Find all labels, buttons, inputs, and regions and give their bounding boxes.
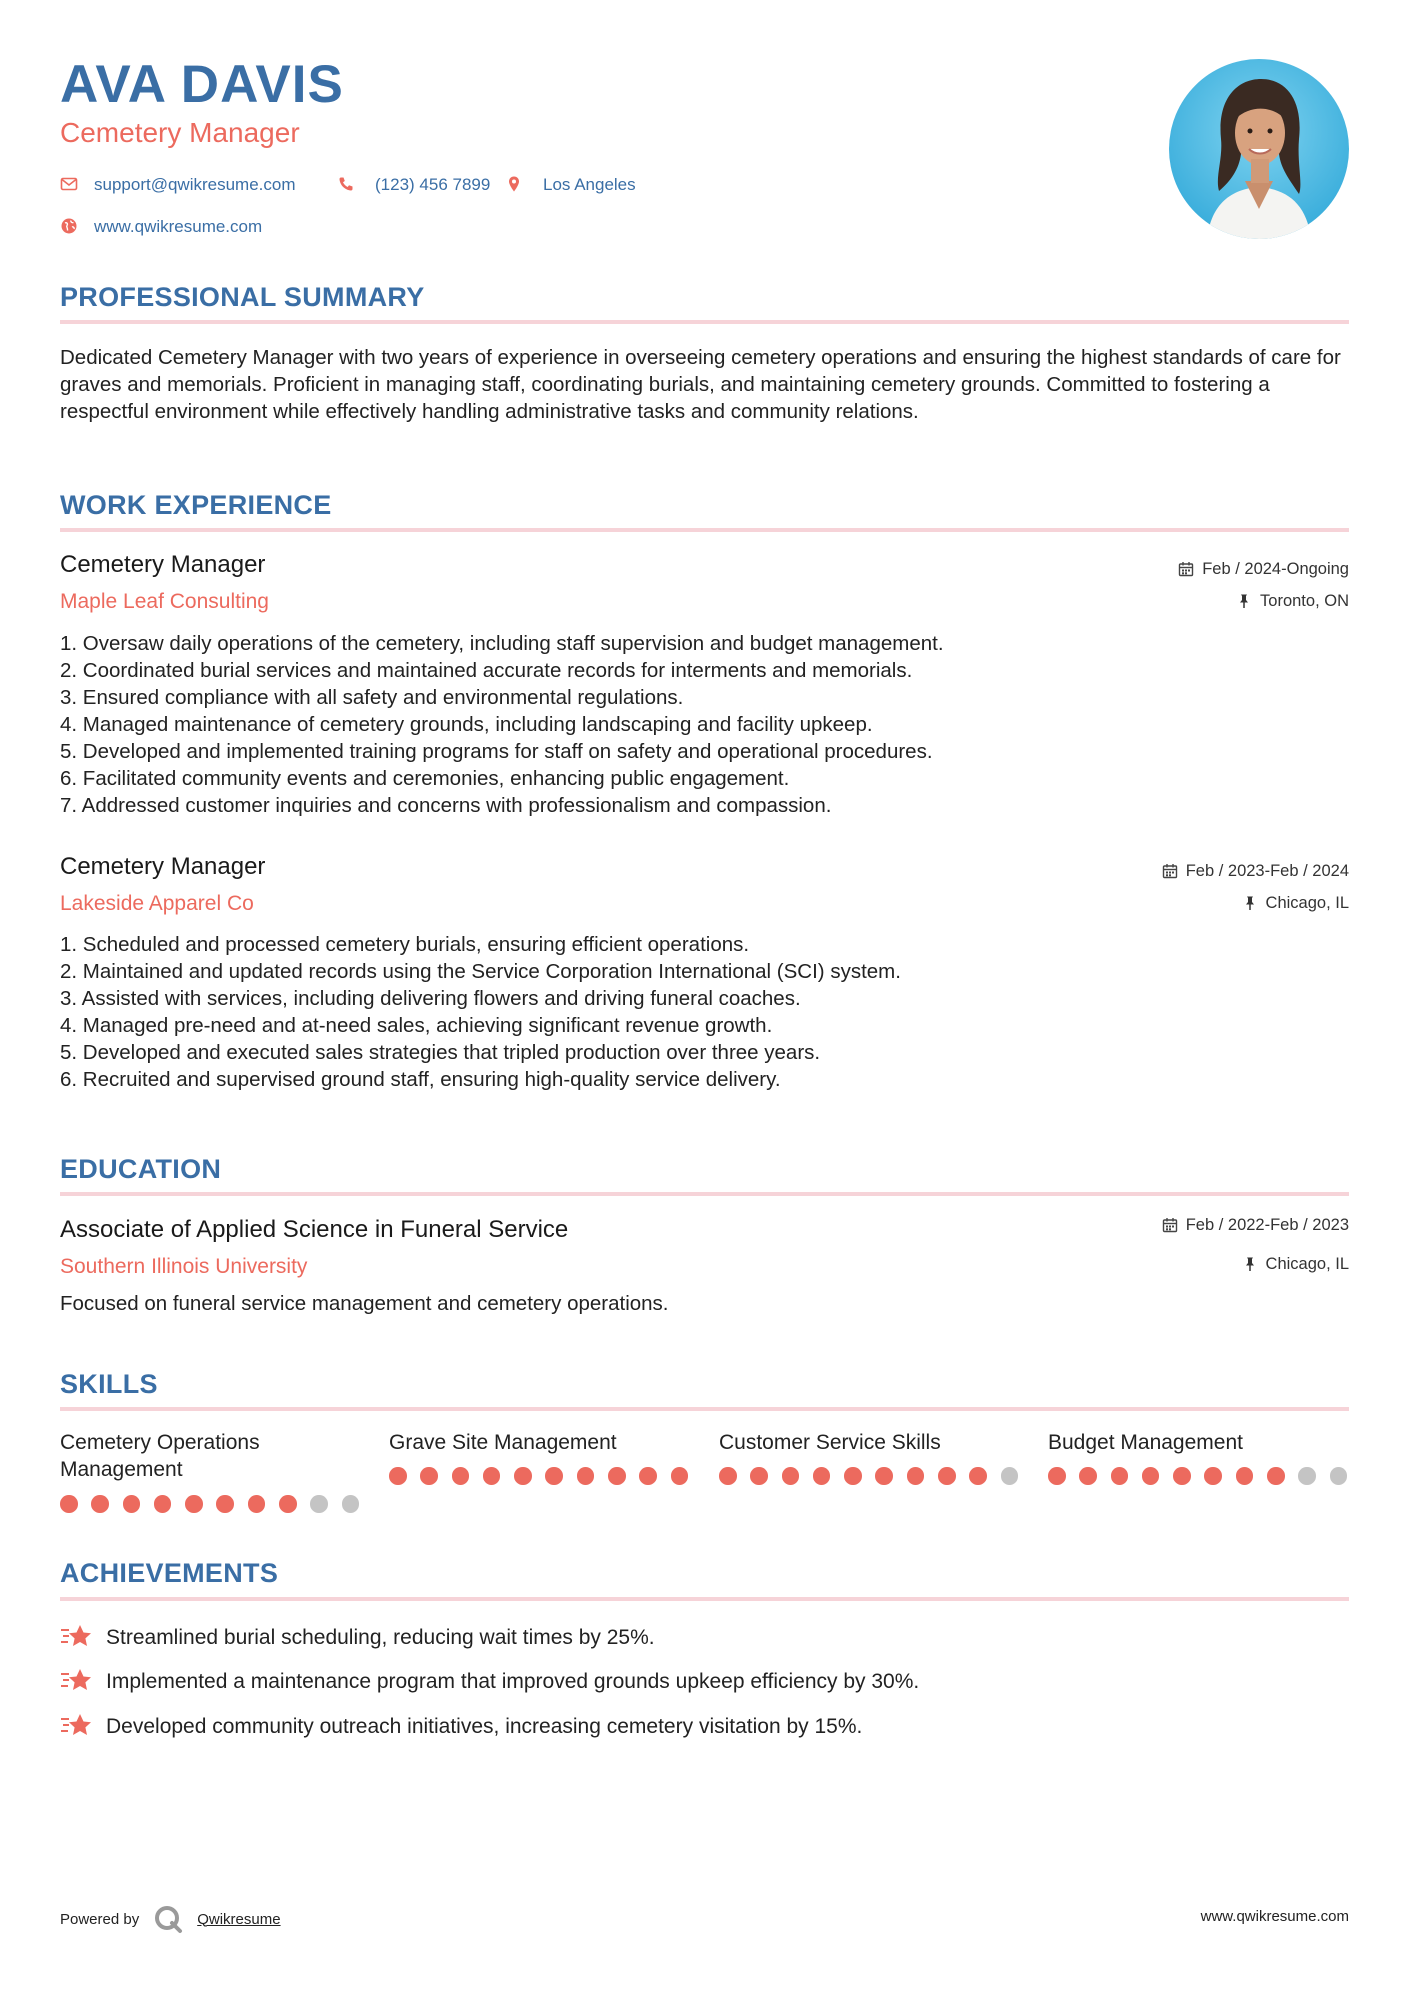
section-divider	[60, 528, 1349, 532]
rating-dot-filled	[813, 1467, 831, 1485]
list-item: 1. Oversaw daily operations of the cemetery, including staff supervision and budget management.	[60, 632, 944, 655]
rating-dot-filled	[1267, 1467, 1285, 1485]
achievement-item	[60, 1666, 919, 1696]
rating-dot-filled	[608, 1467, 626, 1485]
education-heading: EDUCATION	[60, 1154, 222, 1184]
list-item: 5. Developed and implemented training programs for staff on safety and operational procedures.	[60, 740, 933, 763]
rating-dot-filled	[452, 1467, 470, 1485]
education-location-text: Chicago, IL	[1265, 1255, 1349, 1273]
school-name: Southern Illinois University	[60, 1255, 308, 1278]
education-dates-text: Feb / 2022-Feb / 2023	[1185, 1216, 1349, 1234]
job-title: Cemetery Manager	[60, 551, 266, 578]
rating-dot-filled	[1236, 1467, 1254, 1485]
rating-dot-filled	[844, 1467, 862, 1485]
map-pin-icon	[505, 175, 523, 193]
rating-dot-filled	[1079, 1467, 1097, 1485]
globe-icon	[60, 217, 78, 235]
rating-dot-filled	[639, 1467, 657, 1485]
rating-dot-filled	[483, 1467, 501, 1485]
achievement-text: Developed community outreach initiatives, increasing cemetery visitation by 15%.	[106, 1714, 863, 1738]
phone-icon	[337, 175, 355, 193]
email-link[interactable]: support@qwikresume.com	[94, 175, 296, 194]
job-dates	[1178, 561, 1349, 578]
rating-dot-filled	[154, 1495, 172, 1513]
rating-dot-filled	[1173, 1467, 1191, 1485]
pushpin-icon	[1242, 1256, 1258, 1272]
rating-dot-filled	[60, 1495, 78, 1513]
rating-dot-filled	[1111, 1467, 1129, 1485]
skill-item	[719, 1429, 1019, 1485]
list-item: 4. Managed maintenance of cemetery grounds, including landscaping and facility upkeep.	[60, 713, 873, 736]
list-item: 6. Facilitated community events and ceremonies, enhancing public engagement.	[60, 767, 790, 790]
skill-name: Customer Service Skills	[719, 1431, 941, 1454]
calendar-icon	[1162, 1217, 1178, 1233]
skill-name: Budget Management	[1048, 1431, 1243, 1454]
skill-item	[1048, 1429, 1348, 1485]
section-divider	[60, 1407, 1349, 1411]
company-name: Maple Leaf Consulting	[60, 590, 269, 613]
summary-text: Dedicated Cemetery Manager with two years of experience in overseeing cemetery operations and ensuring the highest standards of care for graves and memorials. Proficient in managing staff, coordinating burials, and maintaining cemetery grounds. Committed to fostering a respectful environment while effectively handling administrative tasks and community relations.	[60, 346, 1341, 423]
rating-dot-filled	[907, 1467, 925, 1485]
rating-dot-filled	[938, 1467, 956, 1485]
rating-dot-filled	[577, 1467, 595, 1485]
rating-dot-filled	[782, 1467, 800, 1485]
section-divider	[60, 320, 1349, 324]
job-location	[1242, 895, 1349, 912]
degree-title: Associate of Applied Science in Funeral Service	[60, 1216, 569, 1243]
rating-dot-filled	[750, 1467, 768, 1485]
website-link[interactable]: www.qwikresume.com	[94, 217, 263, 236]
star-award-icon	[60, 1666, 92, 1696]
rating-dot-empty	[1330, 1467, 1348, 1485]
calendar-icon	[1178, 561, 1194, 577]
achievement-text: Implemented a maintenance program that improved grounds upkeep efficiency by 30%.	[106, 1669, 920, 1693]
job-dates	[1162, 863, 1349, 880]
rating-dot-filled	[875, 1467, 893, 1485]
star-award-icon	[60, 1622, 92, 1652]
job-title: Cemetery Manager	[60, 853, 266, 880]
powered-by-label: Powered by	[60, 1910, 140, 1928]
rating-dot-filled	[248, 1495, 266, 1513]
rating-dot-empty	[1298, 1467, 1316, 1485]
achievement-item	[60, 1711, 862, 1741]
rating-dot-filled	[216, 1495, 234, 1513]
list-item: 5. Developed and executed sales strategies that tripled production over three years.	[60, 1041, 821, 1064]
skill-name: Cemetery Operations Management	[60, 1431, 260, 1481]
rating-dot-empty	[310, 1495, 328, 1513]
job-location	[1236, 593, 1349, 610]
skill-rating	[1048, 1467, 1348, 1485]
summary-heading: PROFESSIONAL SUMMARY	[60, 282, 425, 312]
profile-photo	[1169, 59, 1349, 239]
job-bullets	[60, 630, 944, 819]
job-dates-text: Feb / 2024-Ongoing	[1202, 560, 1349, 578]
rating-dot-filled	[279, 1495, 297, 1513]
list-item: 2. Coordinated burial services and maintained accurate records for interments and memorials.	[60, 659, 913, 682]
job-dates-text: Feb / 2023-Feb / 2024	[1185, 862, 1349, 880]
skill-rating	[389, 1467, 689, 1485]
rating-dot-empty	[342, 1495, 360, 1513]
rating-dot-filled	[420, 1467, 438, 1485]
pushpin-icon	[1236, 593, 1252, 609]
education-location	[1242, 1256, 1349, 1273]
skill-rating	[719, 1467, 1019, 1485]
envelope-icon	[60, 175, 78, 193]
rating-dot-filled	[545, 1467, 563, 1485]
rating-dot-filled	[1204, 1467, 1222, 1485]
qwikresume-link[interactable]: Qwikresume	[197, 1910, 281, 1928]
candidate-role: Cemetery Manager	[60, 117, 300, 148]
section-divider	[60, 1597, 1349, 1601]
experience-heading: WORK EXPERIENCE	[60, 490, 332, 520]
location-text: Los Angeles	[543, 175, 636, 194]
star-award-icon	[60, 1711, 92, 1741]
list-item: 3. Ensured compliance with all safety and environmental regulations.	[60, 686, 684, 709]
education-dates	[1162, 1217, 1349, 1234]
section-divider	[60, 1192, 1349, 1196]
rating-dot-empty	[1001, 1467, 1019, 1485]
calendar-icon	[1162, 863, 1178, 879]
rating-dot-filled	[969, 1467, 987, 1485]
list-item: 4. Managed pre-need and at-need sales, achieving significant revenue growth.	[60, 1014, 773, 1037]
footer-powered-by	[60, 1904, 281, 1934]
list-item: 1. Scheduled and processed cemetery burials, ensuring efficient operations.	[60, 933, 750, 956]
skill-name: Grave Site Management	[389, 1431, 617, 1454]
rating-dot-filled	[1142, 1467, 1160, 1485]
qwikresume-logo-icon	[153, 1904, 183, 1934]
rating-dot-filled	[123, 1495, 141, 1513]
rating-dot-filled	[514, 1467, 532, 1485]
candidate-name: AVA DAVIS	[60, 55, 344, 114]
skills-heading: SKILLS	[60, 1369, 158, 1399]
footer-website[interactable]: www.qwikresume.com	[1200, 1908, 1349, 1925]
rating-dot-filled	[185, 1495, 203, 1513]
list-item: 6. Recruited and supervised ground staff, ensuring high-quality service delivery.	[60, 1068, 781, 1091]
list-item: 2. Maintained and updated records using the Service Corporation International (SCI) system.	[60, 960, 901, 983]
skill-rating	[60, 1495, 360, 1513]
job-location-text: Chicago, IL	[1265, 894, 1349, 912]
education-description: Focused on funeral service management and cemetery operations.	[60, 1292, 669, 1315]
achievement-text: Streamlined burial scheduling, reducing wait times by 25%.	[106, 1625, 655, 1649]
rating-dot-filled	[719, 1467, 737, 1485]
achievement-item	[60, 1622, 655, 1652]
phone-number[interactable]: (123) 456 7899	[375, 175, 491, 194]
rating-dot-filled	[389, 1467, 407, 1485]
list-item: 7. Addressed customer inquiries and concerns with professionalism and compassion.	[60, 794, 832, 817]
list-item: 3. Assisted with services, including delivering flowers and driving funeral coaches.	[60, 987, 801, 1010]
job-location-text: Toronto, ON	[1260, 592, 1349, 610]
achievements-heading: ACHIEVEMENTS	[60, 1558, 279, 1588]
pushpin-icon	[1242, 895, 1258, 911]
rating-dot-filled	[671, 1467, 689, 1485]
skill-item	[389, 1429, 689, 1485]
job-bullets	[60, 931, 901, 1093]
company-name: Lakeside Apparel Co	[60, 892, 254, 915]
rating-dot-filled	[91, 1495, 109, 1513]
rating-dot-filled	[1048, 1467, 1066, 1485]
skill-item	[60, 1429, 360, 1513]
